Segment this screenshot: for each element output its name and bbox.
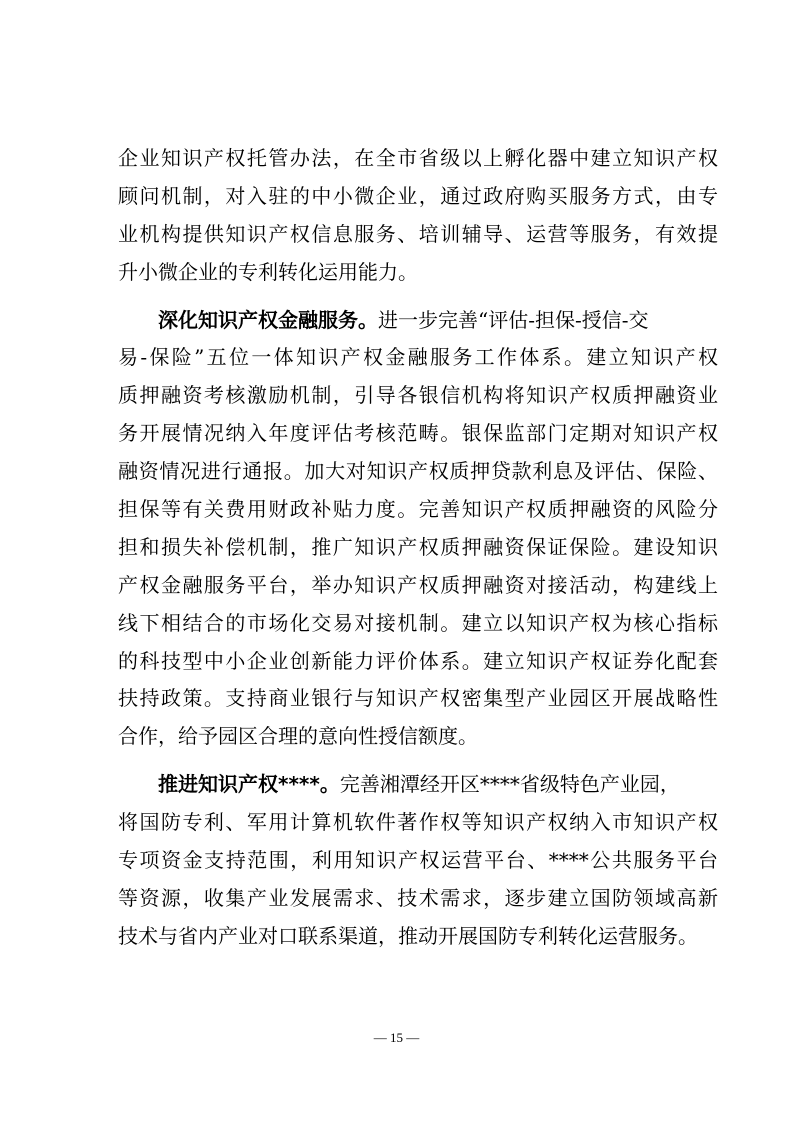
text-line: 业机构提供知识产权信息服务、培训辅导、运营等服务，有效提 [118, 221, 718, 246]
text-line: 融资情况进行通报。加大对知识产权质押贷款利息及评估、保险、 [118, 459, 718, 484]
text-line: 质押融资考核激励机制，引导各银信机构将知识产权质押融资业 [118, 383, 718, 408]
text-line: 等资源，收集产业发展需求、技术需求，逐步建立国防领域高新 [118, 885, 718, 910]
paragraph-heading: 推进知识产权****。 [158, 772, 340, 797]
text-line: 的科技型中小企业创新能力评价体系。建立知识产权证券化配套 [118, 648, 718, 673]
text-line: 升小微企业的专利转化运用能力。 [118, 259, 418, 284]
paragraph-1 [118, 140, 718, 292]
page-number: — 15 — [373, 1030, 420, 1045]
text-line: 担保等有关费用财政补贴力度。完善知识产权质押融资的风险分 [118, 497, 718, 522]
text-line: 扶持政策。支持商业银行与知识产权密集型产业园区开展战略性 [118, 686, 718, 711]
body-text [118, 140, 718, 956]
paragraph-first-line [118, 766, 718, 804]
paragraph-first-line [118, 302, 718, 340]
text-line: 将国防专利、军用计算机软件著作权等知识产权纳入市知识产权 [118, 810, 718, 835]
text-run: 完善湘潭经开区****省级特色产业园， [339, 772, 680, 797]
paragraph-2 [118, 302, 718, 757]
text-line: 产权金融服务平台，举办知识产权质押融资对接活动，构建线上 [118, 572, 718, 597]
text-line: 企业知识产权托管办法，在全市省级以上孵化器中建立知识产权 [118, 146, 718, 170]
paragraph-heading: 深化知识产权金融服务。 [158, 307, 378, 332]
text-line: 专项资金支持范围，利用知识产权运营平台、****公共服务平台 [118, 848, 718, 873]
text-line: 技术与省内产业对口联系渠道，推动开展国防专利转化运营服务。 [118, 923, 698, 948]
text-run: 进一步完善“评估-担保-授信-交 [378, 307, 649, 332]
text-line: 易-保险”五位一体知识产权金融服务工作体系。建立知识产权 [118, 345, 718, 370]
text-line: 务开展情况纳入年度评估考核范畴。银保监部门定期对知识产权 [118, 421, 718, 446]
text-line: 合作，给予园区合理的意向性授信额度。 [118, 724, 478, 749]
text-line: 顾问机制，对入驻的中小微企业，通过政府购买服务方式，由专 [118, 183, 718, 208]
paragraph-3 [118, 766, 718, 955]
text-line: 担和损失补偿机制，推广知识产权质押融资保证保险。建设知识 [118, 534, 718, 559]
text-line: 线下相结合的市场化交易对接机制。建立以知识产权为核心指标 [118, 610, 718, 635]
